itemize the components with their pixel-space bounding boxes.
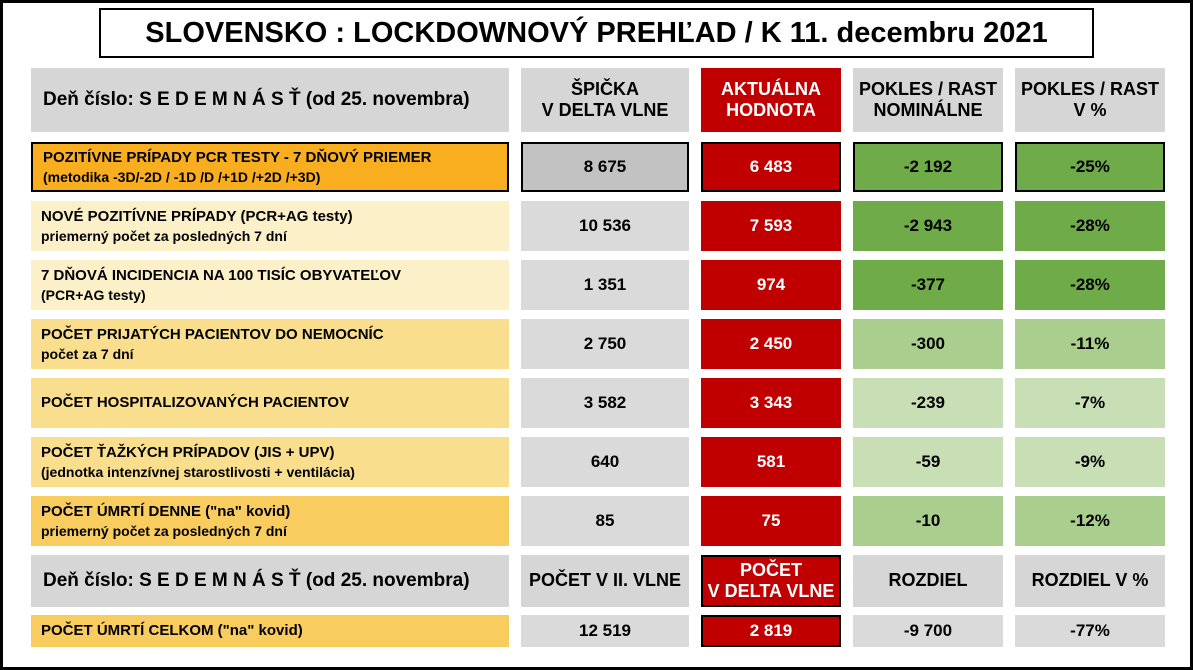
delta-wave-value: 2 819: [701, 615, 841, 647]
column-header-line: AKTUÁLNA: [721, 78, 821, 99]
current-value: 7 593: [701, 201, 841, 251]
row-label: POČET HOSPITALIZOVANÝCH PACIENTOV: [41, 394, 350, 412]
table-row-admissions: [31, 319, 1162, 369]
row-sublabel: priemerný počet za posledných 7 dní: [41, 227, 287, 244]
change-pct-value: -7%: [1015, 378, 1165, 428]
peak-value: 640: [521, 437, 689, 487]
row-label-cell: [31, 615, 509, 647]
change-pct-value: -11%: [1015, 319, 1165, 369]
change-value: -59: [853, 437, 1003, 487]
current-value: 974: [701, 260, 841, 310]
change-value: -377: [853, 260, 1003, 310]
day-number-header: Deň číslo: S E D E M N Á S Ť (od 25. novembra): [31, 68, 509, 132]
column-header-line: POKLES / RAST: [1020, 78, 1159, 99]
change-value: -2 192: [853, 142, 1003, 192]
row-label: POČET ÚMRTÍ DENNE ("na" kovid): [41, 503, 291, 521]
change-pct-value: -28%: [1015, 201, 1165, 251]
diff-pct-value: -77%: [1015, 615, 1165, 647]
change-value: -300: [853, 319, 1003, 369]
current-value: 3 343: [701, 378, 841, 428]
row-label: NOVÉ POZITÍVNE PRÍPADY (PCR+AG testy): [41, 208, 353, 226]
row-label: POČET ŤAŽKÝCH PRÍPADOV (JIS + UPV): [41, 444, 335, 462]
peak-value: 1 351: [521, 260, 689, 310]
column-header-line: POKLES / RAST: [858, 78, 997, 99]
table-row-new-positive: [31, 201, 1162, 251]
table-row-incidence: [31, 260, 1162, 310]
column-header-current: [701, 68, 841, 132]
column-header-line: HODNOTA: [726, 100, 816, 120]
change-pct-value: -9%: [1015, 437, 1165, 487]
table-row-hospitalized: [31, 378, 1162, 428]
row-label-cell: [31, 142, 509, 192]
row-label-cell: [31, 378, 509, 428]
column-header-line: NOMINÁLNE: [873, 100, 983, 120]
column-header-diff-pct: ROZDIEL V %: [1015, 555, 1165, 607]
peak-value: 3 582: [521, 378, 689, 428]
row-label: POČET PRIJATÝCH PACIENTOV DO NEMOCNÍC: [41, 326, 384, 344]
diff-value: -9 700: [853, 615, 1003, 647]
table-row-total-deaths: [31, 615, 1162, 647]
table-row-severe-cases: [31, 437, 1162, 487]
row-label-cell: [31, 201, 509, 251]
main-header-row: [31, 68, 1162, 132]
peak-value: 85: [521, 496, 689, 546]
row-label: 7 DŇOVÁ INCIDENCIA NA 100 TISÍC OBYVATEĽOV: [41, 267, 402, 285]
column-header-peak: [521, 68, 689, 132]
row-sublabel: (metodika -3D/-2D / -1D /D /+1D /+2D /+3D): [43, 168, 321, 185]
column-header-delta-wave: [701, 555, 841, 607]
column-header-line: V DELTA VLNE: [707, 581, 835, 601]
peak-value: 2 750: [521, 319, 689, 369]
table-row-pcr-positive: [31, 142, 1162, 192]
row-sublabel: (PCR+AG testy): [41, 286, 146, 303]
page-title: SLOVENSKO : LOCKDOWNOVÝ PREHĽAD / K 11. decembru 2021: [99, 8, 1094, 58]
row-label-cell: [31, 319, 509, 369]
column-header-diff: ROZDIEL: [853, 555, 1003, 607]
column-header-line: POČET: [739, 559, 802, 580]
bottom-header-row: [31, 555, 1162, 607]
change-value: -2 943: [853, 201, 1003, 251]
column-header-wave2: POČET V II. VLNE: [521, 555, 689, 607]
row-sublabel: priemerný počet za posledných 7 dní: [41, 522, 287, 539]
change-pct-value: -25%: [1015, 142, 1165, 192]
day-number-header-bottom: Deň číslo: S E D E M N Á S Ť (od 25. novembra): [31, 555, 509, 607]
peak-value: 8 675: [521, 142, 689, 192]
column-header-line: V %: [1073, 100, 1107, 120]
row-label: POZITÍVNE PRÍPADY PCR TESTY - 7 DŇOVÝ PRIEMER: [43, 149, 432, 167]
table-content: [3, 68, 1190, 647]
row-sublabel: (jednotka intenzívnej starostlivosti + ventilácia): [41, 463, 355, 480]
row-label-cell: [31, 260, 509, 310]
wave2-value: 12 519: [521, 615, 689, 647]
row-label-cell: [31, 496, 509, 546]
row-label-cell: [31, 437, 509, 487]
change-pct-value: -12%: [1015, 496, 1165, 546]
column-header-change: [853, 68, 1003, 132]
change-value: -239: [853, 378, 1003, 428]
column-header-change-pct: [1015, 68, 1165, 132]
change-value: -10: [853, 496, 1003, 546]
row-sublabel: počet za 7 dní: [41, 345, 134, 362]
current-value: 2 450: [701, 319, 841, 369]
table-row-daily-deaths: [31, 496, 1162, 546]
row-label: POČET ÚMRTÍ CELKOM ("na" kovid): [41, 622, 303, 640]
current-value: 75: [701, 496, 841, 546]
change-pct-value: -28%: [1015, 260, 1165, 310]
column-header-line: ŠPIČKA: [570, 78, 639, 99]
column-header-line: V DELTA VLNE: [541, 100, 669, 120]
current-value: 581: [701, 437, 841, 487]
current-value: 6 483: [701, 142, 841, 192]
peak-value: 10 536: [521, 201, 689, 251]
